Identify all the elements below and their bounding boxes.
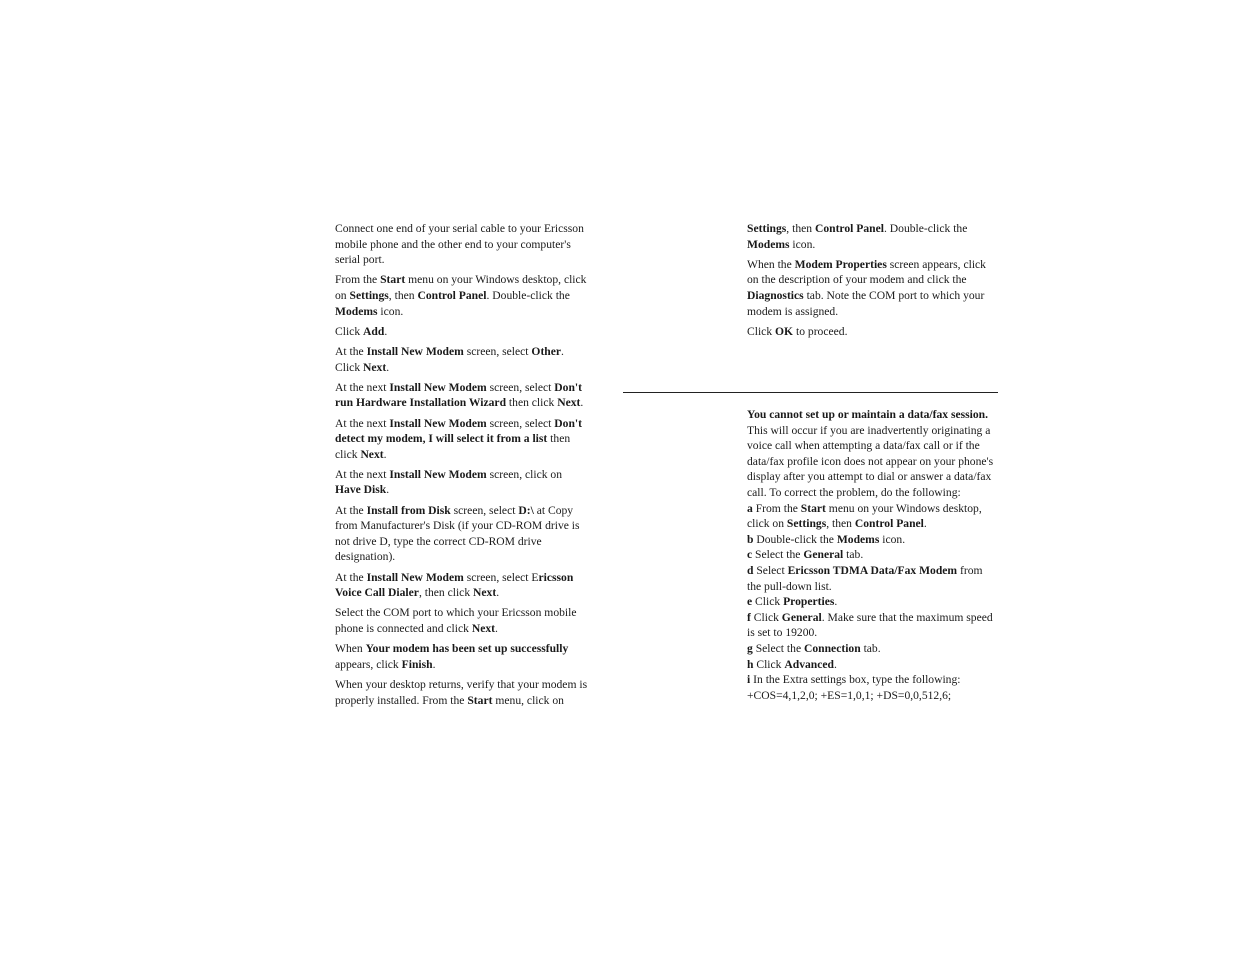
bold-term: i	[747, 673, 751, 687]
bold-term: Control Panel	[417, 288, 487, 302]
left-column	[335, 221, 589, 713]
text-run: screen, select	[463, 344, 532, 358]
bold-term: Control Panel	[814, 222, 884, 235]
text-run: .	[923, 517, 927, 531]
bold-term: Start	[467, 693, 493, 707]
text-run: From the	[335, 273, 381, 287]
paragraph	[747, 407, 999, 501]
text-run: , then	[786, 222, 815, 235]
bold-term: Don't run Hardware Installation Wizard	[335, 380, 582, 410]
text-run: screen appears, click on the description of your modem and click the	[747, 257, 986, 287]
paragraph	[335, 570, 589, 601]
paragraph	[747, 257, 999, 319]
bold-term: Settings	[349, 288, 389, 302]
bold-term: Control Panel	[854, 517, 924, 531]
text-run: screen, select	[486, 416, 555, 430]
paragraph	[747, 221, 999, 252]
text-run: menu on your Windows desktop, click on	[335, 273, 587, 302]
bold-term: Settings	[747, 222, 787, 235]
text-run: . Double-click the	[883, 222, 968, 235]
bold-term: Install New Modem	[389, 467, 487, 481]
paragraph	[747, 324, 999, 340]
text-run: tab.	[843, 548, 864, 562]
paragraph	[335, 380, 589, 411]
text-run: icon.	[789, 237, 816, 251]
text-run: menu on your Windows desktop, click on	[747, 501, 982, 531]
bold-term: Add	[363, 324, 385, 338]
bold-term: D:\	[518, 503, 534, 517]
text-run: Click	[752, 595, 784, 609]
section-divider	[623, 392, 998, 393]
bold-term: Next	[557, 396, 581, 410]
bold-term: a	[747, 501, 753, 515]
text-run: , then	[826, 517, 855, 531]
text-run: , then	[388, 288, 418, 302]
text-run: .	[386, 483, 390, 497]
bold-term: Don't detect my modem, I will select it from a list	[335, 416, 582, 446]
text-run: Select	[753, 563, 788, 577]
bold-term: You cannot set up or maintain a data/fax session.	[747, 408, 989, 421]
text-run: tab. Note the COM port to which your modem is assigned.	[747, 288, 985, 318]
text-run: icon.	[377, 304, 404, 318]
text-run: .	[495, 622, 498, 635]
bold-term: f	[747, 610, 751, 624]
paragraph	[747, 641, 999, 657]
text-run: At the	[335, 344, 367, 358]
text-run: . Double-click the	[486, 288, 570, 302]
paragraph	[335, 641, 589, 672]
text-run: .	[833, 657, 837, 671]
text-run: In the Extra settings box, type the following: +COS=4,1,2,0; +ES=1,0,1; +DS=0,0,512,6;	[747, 673, 961, 702]
text-run: .	[496, 586, 500, 600]
bold-term: Install New Modem	[366, 344, 464, 358]
bold-term: Finish	[401, 657, 433, 671]
bold-term: Properties	[783, 595, 835, 609]
paragraph	[747, 657, 999, 673]
bold-term: Next	[363, 360, 387, 374]
text-run: screen, click on	[486, 467, 563, 481]
text-run: screen, select E	[463, 570, 539, 584]
bold-term: e	[747, 595, 753, 609]
text-run: Select the	[752, 548, 804, 562]
text-run: At the next	[335, 380, 390, 394]
paragraph	[747, 594, 999, 610]
bold-term: Start	[380, 273, 406, 287]
paragraph	[335, 605, 589, 636]
text-run: Double-click the	[753, 532, 837, 546]
bold-term: d	[747, 563, 754, 577]
bold-term: Install from Disk	[366, 503, 451, 517]
bold-term: Next	[471, 622, 496, 635]
paragraph	[747, 672, 999, 703]
paragraph	[335, 416, 589, 463]
bold-term: Modems	[335, 304, 378, 318]
text-run: Select the	[752, 641, 804, 655]
paragraph	[335, 677, 589, 708]
text-run: When your desktop returns, verify that your modem is properly installed. From the	[335, 677, 588, 707]
troubleshooting-column	[747, 407, 999, 703]
text-run: .	[384, 324, 388, 338]
paragraph	[335, 221, 589, 268]
bold-term: Modems	[747, 237, 790, 251]
text-run: At the next	[335, 416, 390, 430]
bold-term: Have Disk	[335, 483, 387, 497]
bold-term: b	[747, 532, 754, 546]
text-run: At the	[335, 503, 367, 517]
bold-term: Next	[360, 447, 384, 461]
text-run: Click	[750, 610, 782, 624]
text-run: from the pull-down list.	[747, 563, 983, 593]
bold-term: Settings	[786, 517, 827, 531]
bold-term: Advanced	[784, 657, 834, 671]
text-run: .	[383, 447, 387, 461]
bold-term: Install New Modem	[389, 416, 487, 430]
bold-term: Next	[473, 586, 497, 600]
bold-term: c	[747, 548, 753, 562]
bold-term: Install New Modem	[389, 380, 487, 394]
text-run: screen, select	[450, 503, 519, 517]
text-run: Click	[335, 324, 364, 338]
bold-term: Your modem has been set up successfully	[365, 642, 569, 656]
bold-term: OK	[775, 324, 794, 338]
paragraph	[335, 344, 589, 375]
bold-term: Connection	[803, 641, 861, 655]
paragraph	[747, 532, 999, 548]
bold-term: Ericsson TDMA Data/Fax Modem	[787, 563, 958, 577]
text-run: Click	[747, 324, 776, 338]
paragraph	[747, 501, 999, 532]
paragraph	[335, 272, 589, 319]
paragraph	[747, 610, 999, 641]
bold-term: Start	[800, 501, 826, 515]
text-run: When the	[747, 257, 795, 271]
text-run: at Copy from Manufacturer's Disk (if your CD-ROM drive is not drive D, type the correct CD-ROM drive designation).	[335, 503, 580, 564]
bold-term: General	[781, 610, 822, 624]
text-run: appears, click	[335, 657, 402, 671]
text-run: menu, click on	[492, 693, 564, 707]
paragraph	[335, 324, 589, 340]
bold-term: General	[803, 548, 844, 562]
text-run: When	[335, 642, 366, 656]
text-run: From the	[752, 501, 801, 515]
text-run: .	[432, 657, 436, 671]
bold-term: ricsson Voice Call Dialer	[335, 570, 574, 600]
bold-term: Modem Properties	[794, 257, 887, 271]
bold-term: g	[747, 641, 753, 655]
right-top-column	[747, 221, 999, 344]
paragraph	[747, 563, 999, 594]
paragraph	[335, 467, 589, 498]
text-run: .	[580, 396, 584, 410]
text-run: to proceed.	[793, 324, 848, 338]
text-run: At the	[335, 570, 367, 584]
text-run: .	[834, 595, 838, 609]
text-run: tab.	[860, 641, 881, 655]
paragraph	[747, 547, 999, 563]
text-run: , then click	[418, 586, 474, 600]
text-run: then click	[335, 432, 571, 461]
text-run: screen, select	[486, 380, 555, 394]
text-run: . Click	[335, 344, 564, 374]
text-run: This will occur if you are inadvertently originating a voice call when attempting a data/fax call or if the data/fax profile icon does not appear on your phone's display after you attempt to dial or answer a data/fax call. To correct the problem, do the following:	[747, 423, 994, 499]
bold-term: Other	[531, 344, 562, 358]
bold-term: h	[747, 657, 754, 671]
text-run: Connect one end of your serial cable to your Ericsson mobile phone and the other end to your computer's serial port.	[335, 222, 584, 267]
text-run: At the next	[335, 467, 390, 481]
bold-term: Diagnostics	[747, 288, 804, 302]
text-run: Select the COM port to which your Ericsson mobile phone is connected and click	[335, 606, 577, 635]
text-run: then click	[506, 396, 558, 410]
text-run: . Make sure that the maximum speed is set to 19200.	[747, 610, 993, 640]
text-run: Click	[753, 657, 785, 671]
bold-term: Install New Modem	[366, 570, 464, 584]
text-run: .	[386, 360, 390, 374]
text-run: icon.	[879, 532, 906, 546]
paragraph	[335, 503, 589, 565]
bold-term: Modems	[836, 532, 880, 546]
